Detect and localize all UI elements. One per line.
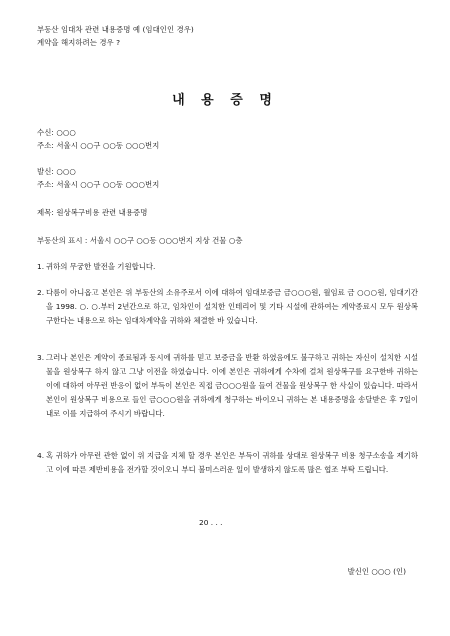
document-title: 내 용 증 명 [172,93,278,108]
paragraph-text: 다름이 아니옵고 본인은 위 부동산의 소유주로서 이에 대하여 임대보증금 금○○○원, 월임료 금 ○○○원, 임대기간을 1998. ○. ○.부터 2년간으로 하고, 임차인이 설치한 인테리어 및 기타 시설에 관하여는 계약종료시 모두 원상복구한다는 내용으로 하는 임대차계약을 귀하와 체결한 바 있습니다. [46,288,418,325]
property-line: 부동산의 표시 : 서울시 ○○구 ○○동 ○○○번지 지상 건물 ○층 [37,236,243,245]
sender-line: 발신: ○○○ [37,167,76,176]
paragraph-text: 혹 귀하가 아무런 관한 없이 위 지급을 지체 할 경우 본인은 부득이 귀하를 상대로 원상복구 비용 청구소송을 제기하고 이에 따른 제반비용을 전가할 것이오니 부디 불미스러운 일이 발생하지 않도록 많은 협조 부탁 드립니다. [46,451,418,474]
paragraph-number: 4. [37,451,45,460]
subject-line: 제목: 원상복구비용 관련 내용증명 [37,208,148,217]
sender-address: 주소: 서울시 ○○구 ○○동 ○○○번지 [37,180,160,189]
paragraph-number: 1. [37,262,45,271]
recipient-address: 주소: 서울시 ○○구 ○○동 ○○○번지 [37,141,160,150]
recipient-line: 수신: ○○○ [37,128,76,137]
header-line-2: 계약을 해지하려는 경우 ? [37,38,121,47]
sender-signature: 발신인 ○○○ (인) [347,567,406,576]
paragraph-2 [37,286,418,328]
paragraph-3 [37,351,418,421]
paragraph-number: 2. [37,288,45,297]
header-line-1: 부동산 임대차 관련 내용증명 예 (임대인인 경우) [37,25,194,34]
paragraph-1 [37,260,418,274]
paragraph-text: 귀하의 무궁한 발전을 기원합니다. [46,262,156,271]
paragraph-number: 3. [37,353,45,362]
date-line: 20 . . . [199,518,223,527]
paragraph-4 [37,449,418,477]
paragraph-text: 그러나 본인은 계약이 종료됨과 동시에 귀하를 믿고 보증금을 반환 하였음에도 불구하고 귀하는 자신이 설치한 시설물을 원상복구 하지 않고 그냥 이전을 하였습니다. 이에 본인은 귀하에게 수차에 걸쳐 원상복구를 요구한바 귀하는 이에 대하여 아무런 반응이 없어 부득이 본인은 직접 금○○○원을 들여 건물을 원상복구 한 사실이 있습니다. 따라서 본인이 원상복구 비용으로 들인 금○○○원을 귀하에게 청구하는 바이오니 귀하는 본 내용증명을 송달받은 후 7일이내로 이를 지급하여 주시기 바랍니다. [46,353,418,418]
